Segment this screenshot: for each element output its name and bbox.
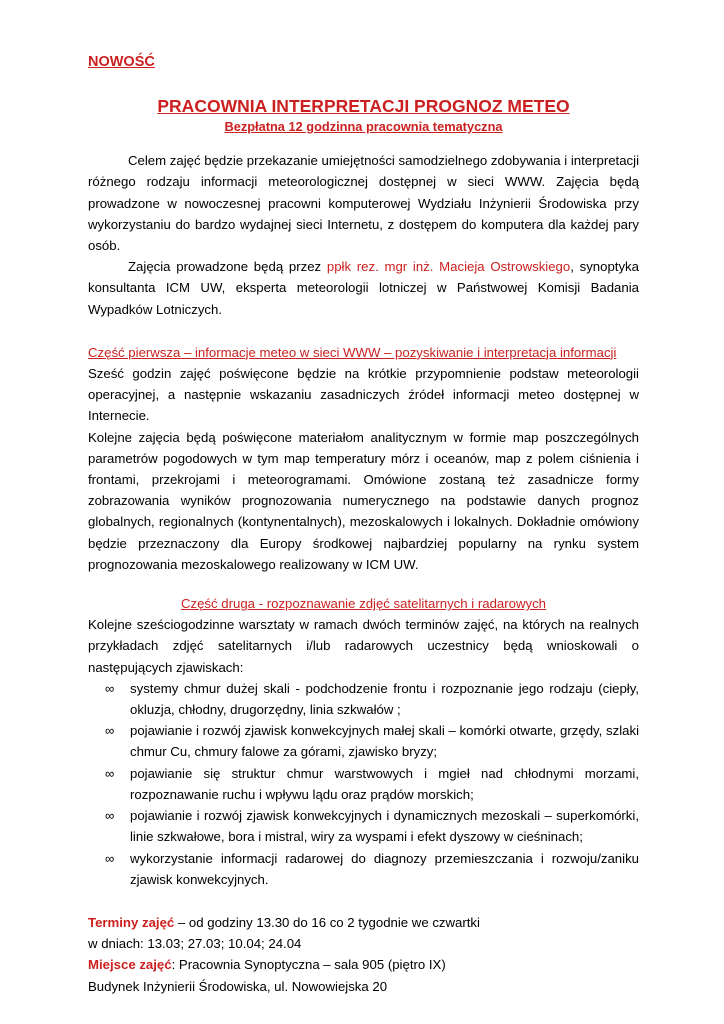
part1-heading: Część pierwsza – informacje meteo w sieci WWW – pozyskiwanie i interpretacja informacji [88,344,617,360]
intro-paragraph-1: Celem zajęć będzie przekazanie umiejętności samodzielnego zdobywania i interpretacji różnego rodzaju informacji meteorologicznej dostępnej w sieci WWW. Zajęcia będą prowadzone w nowoczesnej pracowni komputerowej Wydziału Inżynierii Środowiska przy wykorzystaniu do bardzo wydajnej sieci Internetu, z dostępem do komputera dla każdej pary osób. [88,153,639,254]
list-item-text: pojawianie i rozwój zjawisk konwekcyjnych małej skali – komórki otwarte, grzędy, szlaki chmur Cu, chmury falowe za górami, zjawisko bryzy; [130,723,639,760]
part1-paragraph-2: Kolejne zajęcia będą poświęcone materiałom analitycznym w formie map poszczególnych parametrów pogodowych w tym map temperatury mórz i oceanów, map z polem ciśnienia i frontami, przekrojami i meteorogramami. Omówione zostaną też zasadnicze formy zobrazowania wyników prognozowania numerycznego na podstawie danych prognoz globalnych, regionalnych (kontynentalnych), mezoskalowych i lokalnych. Dokładnie omówiony będzie przeznaczony dla Europy środkowej najbardziej popularny na rynku system prognozowania mezoskalowego realizowany w ICM UW. [88,429,639,572]
part2-intro: Kolejne sześciogodzinne warsztaty w ramach dwóch terminów zajęć, na których na realnych przykładach zdjęć satelitarnych i/lub radarowych uczestnicy będą wnioskowali o następujących zjawiskach: [88,617,639,675]
dates-line: w dniach: 13.03; 27.03; 10.04; 24.04 [88,936,302,952]
list-item [88,678,639,720]
place-line [88,954,639,975]
list-item-text: pojawianie i rozwój zjawisk konwekcyjnych i dynamicznych mezoskali – superkomórki, linie szkwałowe, bora i mistral, wiry za wyspami i efekt dyszowy w cieśninach; [130,808,639,845]
part2-heading: Część druga - rozpoznawanie zdjęć satelitarnych i radarowych [180,596,547,612]
document-content [88,52,639,997]
infinity-bullet-icon: ∞ [105,808,115,824]
intro-p2-before: Zajęcia prowadzone będą przez [128,259,327,275]
building-line: Budynek Inżynierii Środowiska, ul. Nowowiejska 20 [88,978,388,994]
list-item-text: pojawianie się struktur chmur warstwowych i mgieł nad chłodnymi morzami, rozpoznawanie ruchu i wpływu lądu oraz prądów morskich; [130,765,639,802]
list-item-text: systemy chmur dużej skali - podchodzenie frontu i rozpoznanie jego rodzaju (ciepły, okluzja, chłodny, drugorzędny, linia szkwałów ; [130,680,639,718]
schedule-label: Terminy zajęć [88,914,175,930]
infinity-bullet-icon: ∞ [105,850,115,866]
schedule-text: – od godziny 13.30 do 16 co 2 tygodnie we czwartki [174,914,480,930]
list-item [88,763,639,805]
part1-paragraph-1: Sześć godzin zajęć poświęcone będzie na krótkie przypomnienie podstaw meteorologii operacyjnej, a następnie wskazaniu zasadniczych źródeł informacji meteo dostępnej w Internecie. [88,366,639,424]
intro-p2-after: , synoptyka konsultanta ICM UW, eksperta meteorologii lotniczej w Państwowej Komisji Badania Wypadków Lotniczych. [88,259,639,317]
schedule-line [88,912,639,933]
list-item [88,848,639,890]
instructor-name: ppłk rez. mgr inż. Macieja Ostrowskiego [326,259,571,275]
infinity-bullet-icon: ∞ [105,680,115,696]
list-item [88,720,639,762]
place-text: : Pracownia Synoptyczna – sala 905 (piętro IX) [171,957,446,973]
intro-paragraph-2 [88,256,639,320]
phenomena-list [88,678,639,890]
page-title: PRACOWNIA INTERPRETACJI PROGNOZ METEO [157,96,570,117]
infinity-bullet-icon: ∞ [105,723,115,739]
course-info [88,912,639,997]
new-label: NOWOŚĆ [88,54,155,70]
list-item-text: wykorzystanie informacji radarowej do diagnozy przemieszczania i rozwoju/zaniku zjawisk konwekcyjnych. [130,850,639,887]
page-subtitle: Bezpłatna 12 godzinna pracownia tematyczna [224,119,503,135]
place-label: Miejsce zajęć [88,957,172,973]
list-item [88,805,639,847]
infinity-bullet-icon: ∞ [105,765,115,781]
